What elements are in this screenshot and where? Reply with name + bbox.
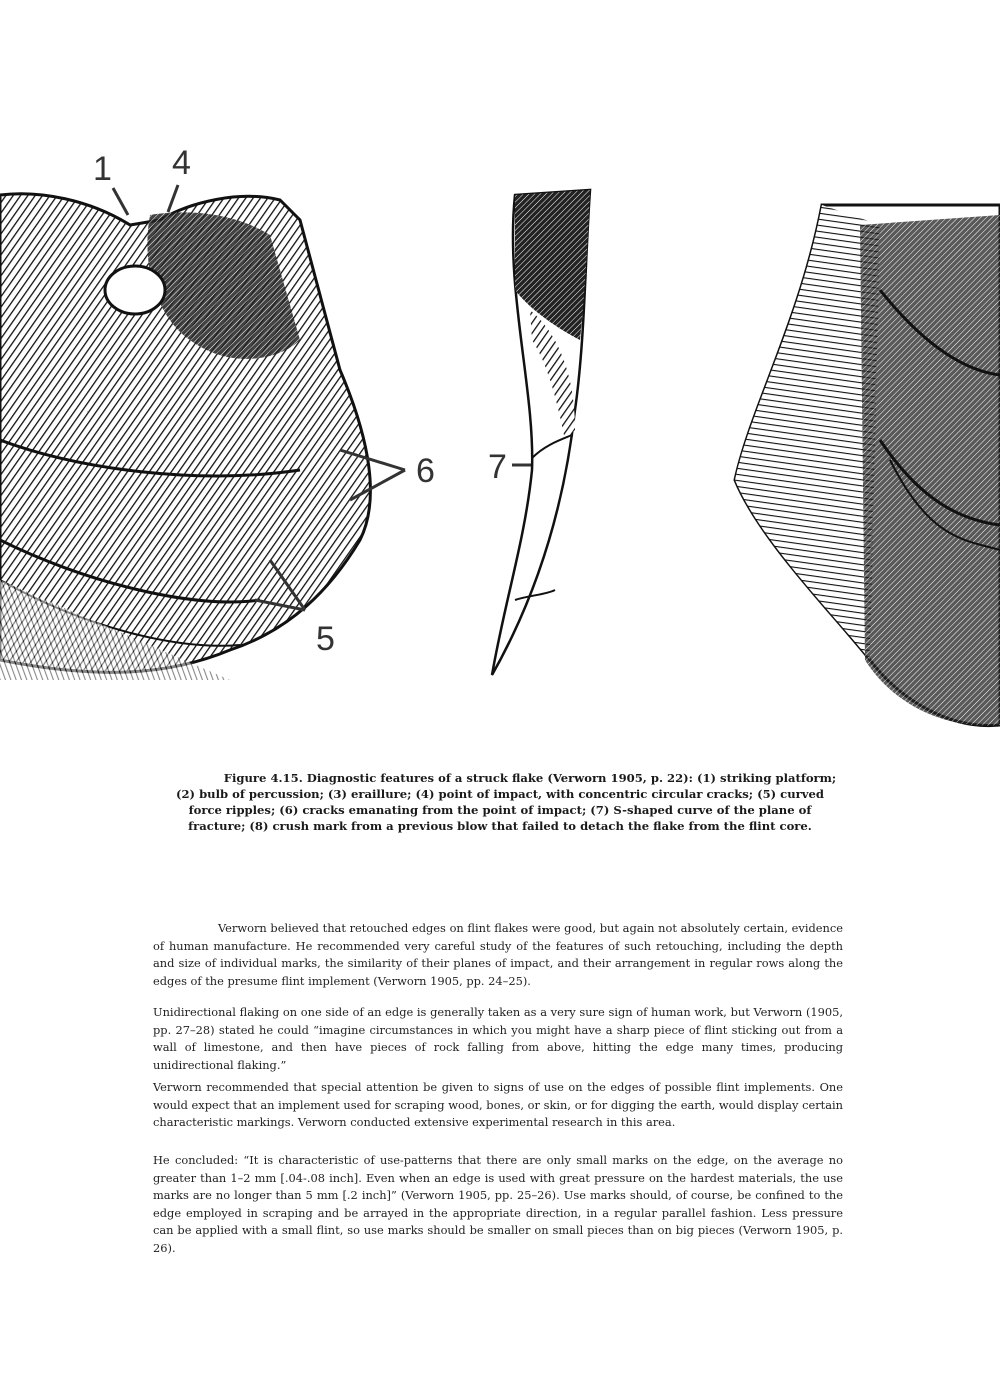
flake-side-profile xyxy=(492,190,590,675)
flake-dorsal-view xyxy=(735,205,1000,726)
label-4: 4 xyxy=(172,144,191,182)
body-paragraph-2: Unidirectional flaking on one side of an edge is generally taken as a very sure sign of human work, but Verworn (1905, pp. 27–28) stated he could “imagine circumstances in which you might have a sharp piece of flint sticking out from a wall of limestone, and then have pieces of rock falling from above, hitting the edge many times, producing unidirectional flaking.” xyxy=(153,1005,843,1072)
label-6: 6 xyxy=(416,452,435,490)
body-paragraph-4: He concluded: “It is characteristic of use-patterns that there are only small marks on the edge, on the average no greater than 1–2 mm [.04-.08 inch]. Even when an edge is used with great pressure on the hardest materials, the use marks are no longer than 5 mm [.2 inch]” (Verworn 1905, pp. 25–26). Use marks should, of course, be confined to the edge employed in scraping and be arrayed in the appropriate direction, in a regular parallel fashion. Less pressure can be applied with a small flint, so use marks should be smaller on small pieces than on big pieces (Verworn 1905, p. 26). xyxy=(153,1153,843,1255)
struck-flake-figure xyxy=(0,140,1000,740)
body-paragraph-1: Verworn believed that retouched edges on flint flakes were good, but again not absolutely certain, evidence of human manufacture. He recommended very careful study of the features of such retouching, including the depth and size of individual marks, the similarity of their planes of impact, and their arrangement in regular rows along the edges of the presume flint implement (Verworn 1905, pp. 24–25). xyxy=(153,921,843,988)
figure-caption-text: Figure 4.15. Diagnostic features of a struck flake (Verworn 1905, p. 22): (1) striking platform; (2) bulb of percussion; (3) eraillure; (4) point of impact, with concentric circular cracks; (5) curved force ripples; (6) cracks emanating from the point of impact; (7) S-shaped curve of the plane of fracture; (8) crush mark from a previous blow that failed to detach the flake from the flint core. xyxy=(176,771,837,833)
flake-ventral-view xyxy=(0,194,370,680)
label-7: 7 xyxy=(488,448,507,486)
body-paragraph-3: Verworn recommended that special attention be given to signs of use on the edges of possible flint implements. One would expect that an implement used for scraping wood, bones, or skin, or for digging the earth, would display certain characteristic markings. Verworn conducted extensive experimental research in this area. xyxy=(153,1080,843,1130)
label-1: 1 xyxy=(93,150,112,188)
figure-caption xyxy=(160,770,840,834)
label-5: 5 xyxy=(316,620,335,658)
